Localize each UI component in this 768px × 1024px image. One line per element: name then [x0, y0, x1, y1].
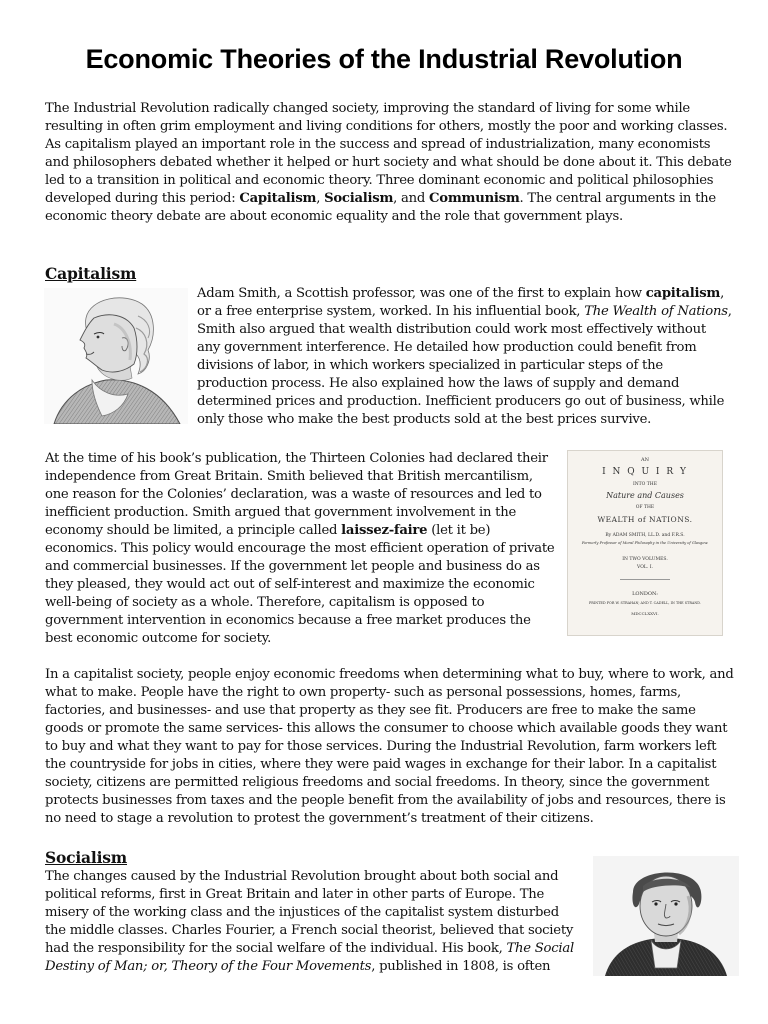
capitalism-paragraph-1: Adam Smith, a Scottish professor, was one of the first to explain how capitalism, or a free enterprise system, worked. In his influential book, The Wealth of Nations, Smith also argued that wealth distribution could work most effectively without any government interference. He detailed how production could benefit from divisions of labor, in which workers specialized in particular steps of the production process. He also explained how the laws of supply and demand determined prices and production. Inefficient producers go out of business, while only those who make the best products sold at the best prices survive. — [197, 286, 732, 427]
section-heading-capitalism: Capitalism — [45, 264, 137, 283]
book-title-social-destiny: The Social Destiny of Man; or, Theory of the Four Movements — [45, 941, 574, 974]
adam-smith-portrait — [44, 288, 188, 424]
intro-paragraph: The Industrial Revolution radically changed society, improving the standard of living for some while resulting in often grim employment and living conditions for others, mostly the poor and working classes. As capitalism played an important role in the success and spread of industrialization, many economists and philosophers debated whether it helped or hurt society and what should be done about it. This debate led to a transition in political and economic theory. Three dominant economic and political philosophies developed during this period: Capitalism, Socialism, and Communism. The central arguments in the economic theory debate are about economic equality and the role that government plays. — [45, 101, 732, 224]
term-capitalism: Capitalism — [239, 191, 317, 206]
term-capitalism-inline: capitalism — [645, 286, 721, 301]
socialism-paragraph-1: The changes caused by the Industrial Revolution brought about both social and political reforms, first in Great Britain and later in other parts of Europe. The misery of the working class and the injustices of the capitalist system disturbed the middle classes. Charles Fourier, a French social theorist, believed that society had the responsibility for the social welfare of the individual. His book, The Social Destiny of Man; or, Theory of the Four Movements, published in 1808, is often — [45, 869, 574, 974]
page-title: Economic Theories of the Industrial Revolution — [85, 44, 683, 74]
term-socialism: Socialism — [324, 191, 394, 206]
term-laissez-faire: laissez-faire — [341, 523, 428, 538]
capitalism-paragraph-3: In a capitalist society, people enjoy economic freedoms when determining what to buy, where to work, and what to make. People have the right to own property- such as personal possessions, homes, farms, factories, and businesses- and use that property as they see fit. Producers are free to make the same goods or promote the same services- this allows the consumer to choose which available goods they want to buy and what they want to pay for those services. During the Industrial Revolution, farm workers left the countryside for jobs in cities, where they were paid wages in exchange for their labor. In a capitalist society, citizens are permitted religious freedoms and social freedoms. In theory, since the government protects businesses from taxes and the people benefit from the availability of jobs and resources, there is no need to stage a revolution to protest the government’s treatment of their citizens. — [45, 667, 734, 826]
portrait-engraving-icon — [44, 288, 188, 424]
charles-fourier-portrait — [593, 856, 739, 976]
book-title-wealth-of-nations: The Wealth of Nations — [584, 304, 728, 319]
wealth-of-nations-title-page: AN I N Q U I R Y INTO THE Nature and Causes OF THE WEALTH of NATIONS. By ADAM SMITH, LL.D. and F.R.S. Formerly Professor of Moral Philosophy in the University of Glasgow. IN TWO VOLUMES. VOL. I. LONDON: PRINTED FOR W. STRAHAN; AND T. CADELL, IN THE STRAND. MDCCLXXVI. — [567, 450, 723, 636]
section-heading-socialism: Socialism — [45, 848, 128, 867]
term-communism: Communism — [429, 191, 520, 206]
portrait-engraving-icon — [593, 856, 739, 976]
title-page-rule — [620, 579, 670, 580]
capitalism-paragraph-2: At the time of his book’s publication, the Thirteen Colonies had declared their independence from Great Britain. Smith believed that British mercantilism, one reason for the Colonies’ declaration, was a waste of resources and led to inefficient production. Smith argued that government involvement in the economy should be limited, a principle called laissez-faire (let it be) economics. This policy would encourage the most efficient operation of private and commercial businesses. If the government let people and business do as they pleased, they would act out of self-interest and maximize the economic well-being of society as a whole. Therefore, capitalism is opposed to government intervention in economics because a free market produces the best economic outcome for society. — [45, 451, 555, 646]
